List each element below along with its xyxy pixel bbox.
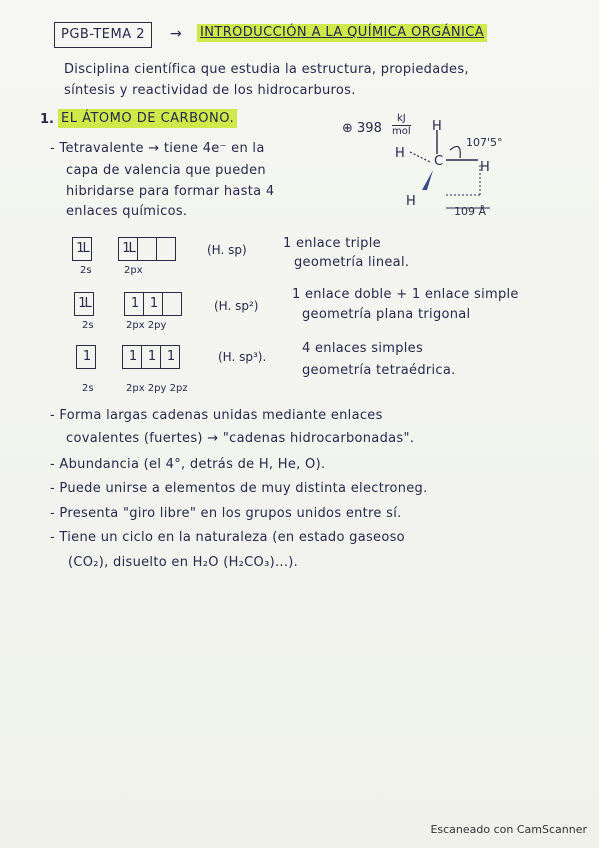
label-2s-sp3: 2s: [82, 383, 94, 394]
hybrid-desc-sp3-2: geometría tetraédrica.: [302, 363, 456, 378]
bond-c-h-bottom-wedge: [422, 170, 433, 190]
orbital-cell: 1L: [119, 238, 138, 260]
orbital-cell: 1: [125, 293, 144, 315]
tetravalent-line-3: hibridarse para formar hasta 4: [66, 184, 275, 199]
orbital-cell: 1: [144, 293, 163, 315]
orbital-2s-sp3: [76, 345, 96, 369]
bullet-cycle-line-1: - Tiene un ciclo en la naturaleza (en estado gaseoso: [50, 530, 405, 545]
energy-unit-numerator: kJ: [392, 113, 411, 126]
orbital-2s-sp2: [74, 292, 94, 316]
angle-label-2: 109 Å: [454, 205, 487, 218]
angle-arc: [450, 146, 460, 158]
orbital-cell: 1: [123, 346, 142, 368]
energy-unit-denominator: mol: [392, 126, 411, 137]
orbital-cell: 1: [166, 349, 174, 364]
hybrid-type-sp2: (H. sp²): [214, 299, 259, 313]
energy-value: ⊕ 398: [342, 121, 382, 136]
hybrid-type-sp3: (H. sp³).: [218, 350, 267, 364]
label-2s-sp2: 2s: [82, 320, 94, 331]
atom-h-bottom: H: [406, 194, 416, 209]
bullet-chains-line-2: covalentes (fuertes) → "cadenas hidrocarbonadas".: [66, 431, 415, 446]
bullet-abundance: - Abundancia (el 4°, detrás de H, He, O).: [50, 457, 326, 472]
label-2p-sp3: 2px 2py 2pz: [126, 383, 188, 394]
orbital-cell: [163, 293, 181, 315]
bullet-cycle-line-2: (CO₂), disuelto en H₂O (H₂CO₃)...).: [68, 555, 299, 570]
scanner-watermark: Escaneado con CamScanner: [430, 823, 587, 836]
orbital-cell: 1L: [76, 241, 88, 256]
bullet-free-rotation: - Presenta "giro libre" en los grupos unidos entre sí.: [50, 506, 402, 521]
page-title: INTRODUCCIÓN A LA QUÍMICA ORGÁNICA: [197, 24, 487, 42]
orbital-cell: [138, 238, 157, 260]
atom-c: C: [434, 154, 444, 169]
hybrid-desc-sp-2: geometría lineal.: [294, 255, 410, 270]
hybrid-type-sp: (H. sp): [207, 243, 247, 257]
topic-label: PGB-TEMA 2: [61, 27, 145, 42]
atom-h-right: H: [480, 160, 490, 175]
definition-line-2: síntesis y reactividad de los hidrocarburos.: [64, 83, 356, 98]
bond-c-h-left-dashed: [410, 152, 430, 162]
tetravalent-line-1: - Tetravalente → tiene 4e⁻ en la: [50, 141, 265, 156]
hybrid-desc-sp3-1: 4 enlaces simples: [302, 341, 424, 356]
label-2p-sp: 2px: [124, 265, 143, 276]
tetravalent-line-2: capa de valencia que pueden: [66, 163, 266, 178]
orbital-2p-sp2: [124, 292, 182, 316]
label-2p-sp2: 2px 2py: [126, 320, 167, 331]
bullet-chains-line-1: - Forma largas cadenas unidas mediante enlaces: [50, 408, 383, 423]
angle-label-1: 107'5°: [466, 136, 503, 149]
hybrid-desc-sp2-2: geometría plana trigonal: [302, 307, 471, 322]
section-number: 1.: [40, 112, 54, 127]
atom-h-top: H: [432, 119, 442, 134]
section-title: EL ÁTOMO DE CARBONO.: [58, 109, 237, 128]
definition-line-1: Disciplina científica que estudia la estructura, propiedades,: [64, 62, 469, 77]
header-arrow: →: [170, 26, 182, 42]
atom-h-left: H: [395, 146, 405, 161]
orbital-cell: 1: [82, 349, 90, 364]
orbital-cell: [157, 238, 175, 260]
orbital-2p-sp3: [122, 345, 180, 369]
molecule-bonds-drawing: [400, 130, 500, 220]
label-2s-sp: 2s: [80, 265, 92, 276]
hybrid-desc-sp-1: 1 enlace triple: [283, 236, 381, 251]
orbital-cell: 1: [142, 346, 161, 368]
orbital-cell: 1L: [78, 296, 90, 311]
topic-label-box: [54, 22, 152, 48]
bullet-electroneg: - Puede unirse a elementos de muy distinta electroneg.: [50, 481, 428, 496]
hybrid-desc-sp2-1: 1 enlace doble + 1 enlace simple: [292, 287, 519, 302]
orbital-2s-sp: [72, 237, 92, 261]
tetravalent-line-4: enlaces químicos.: [66, 204, 188, 219]
orbital-2p-sp: [118, 237, 176, 261]
